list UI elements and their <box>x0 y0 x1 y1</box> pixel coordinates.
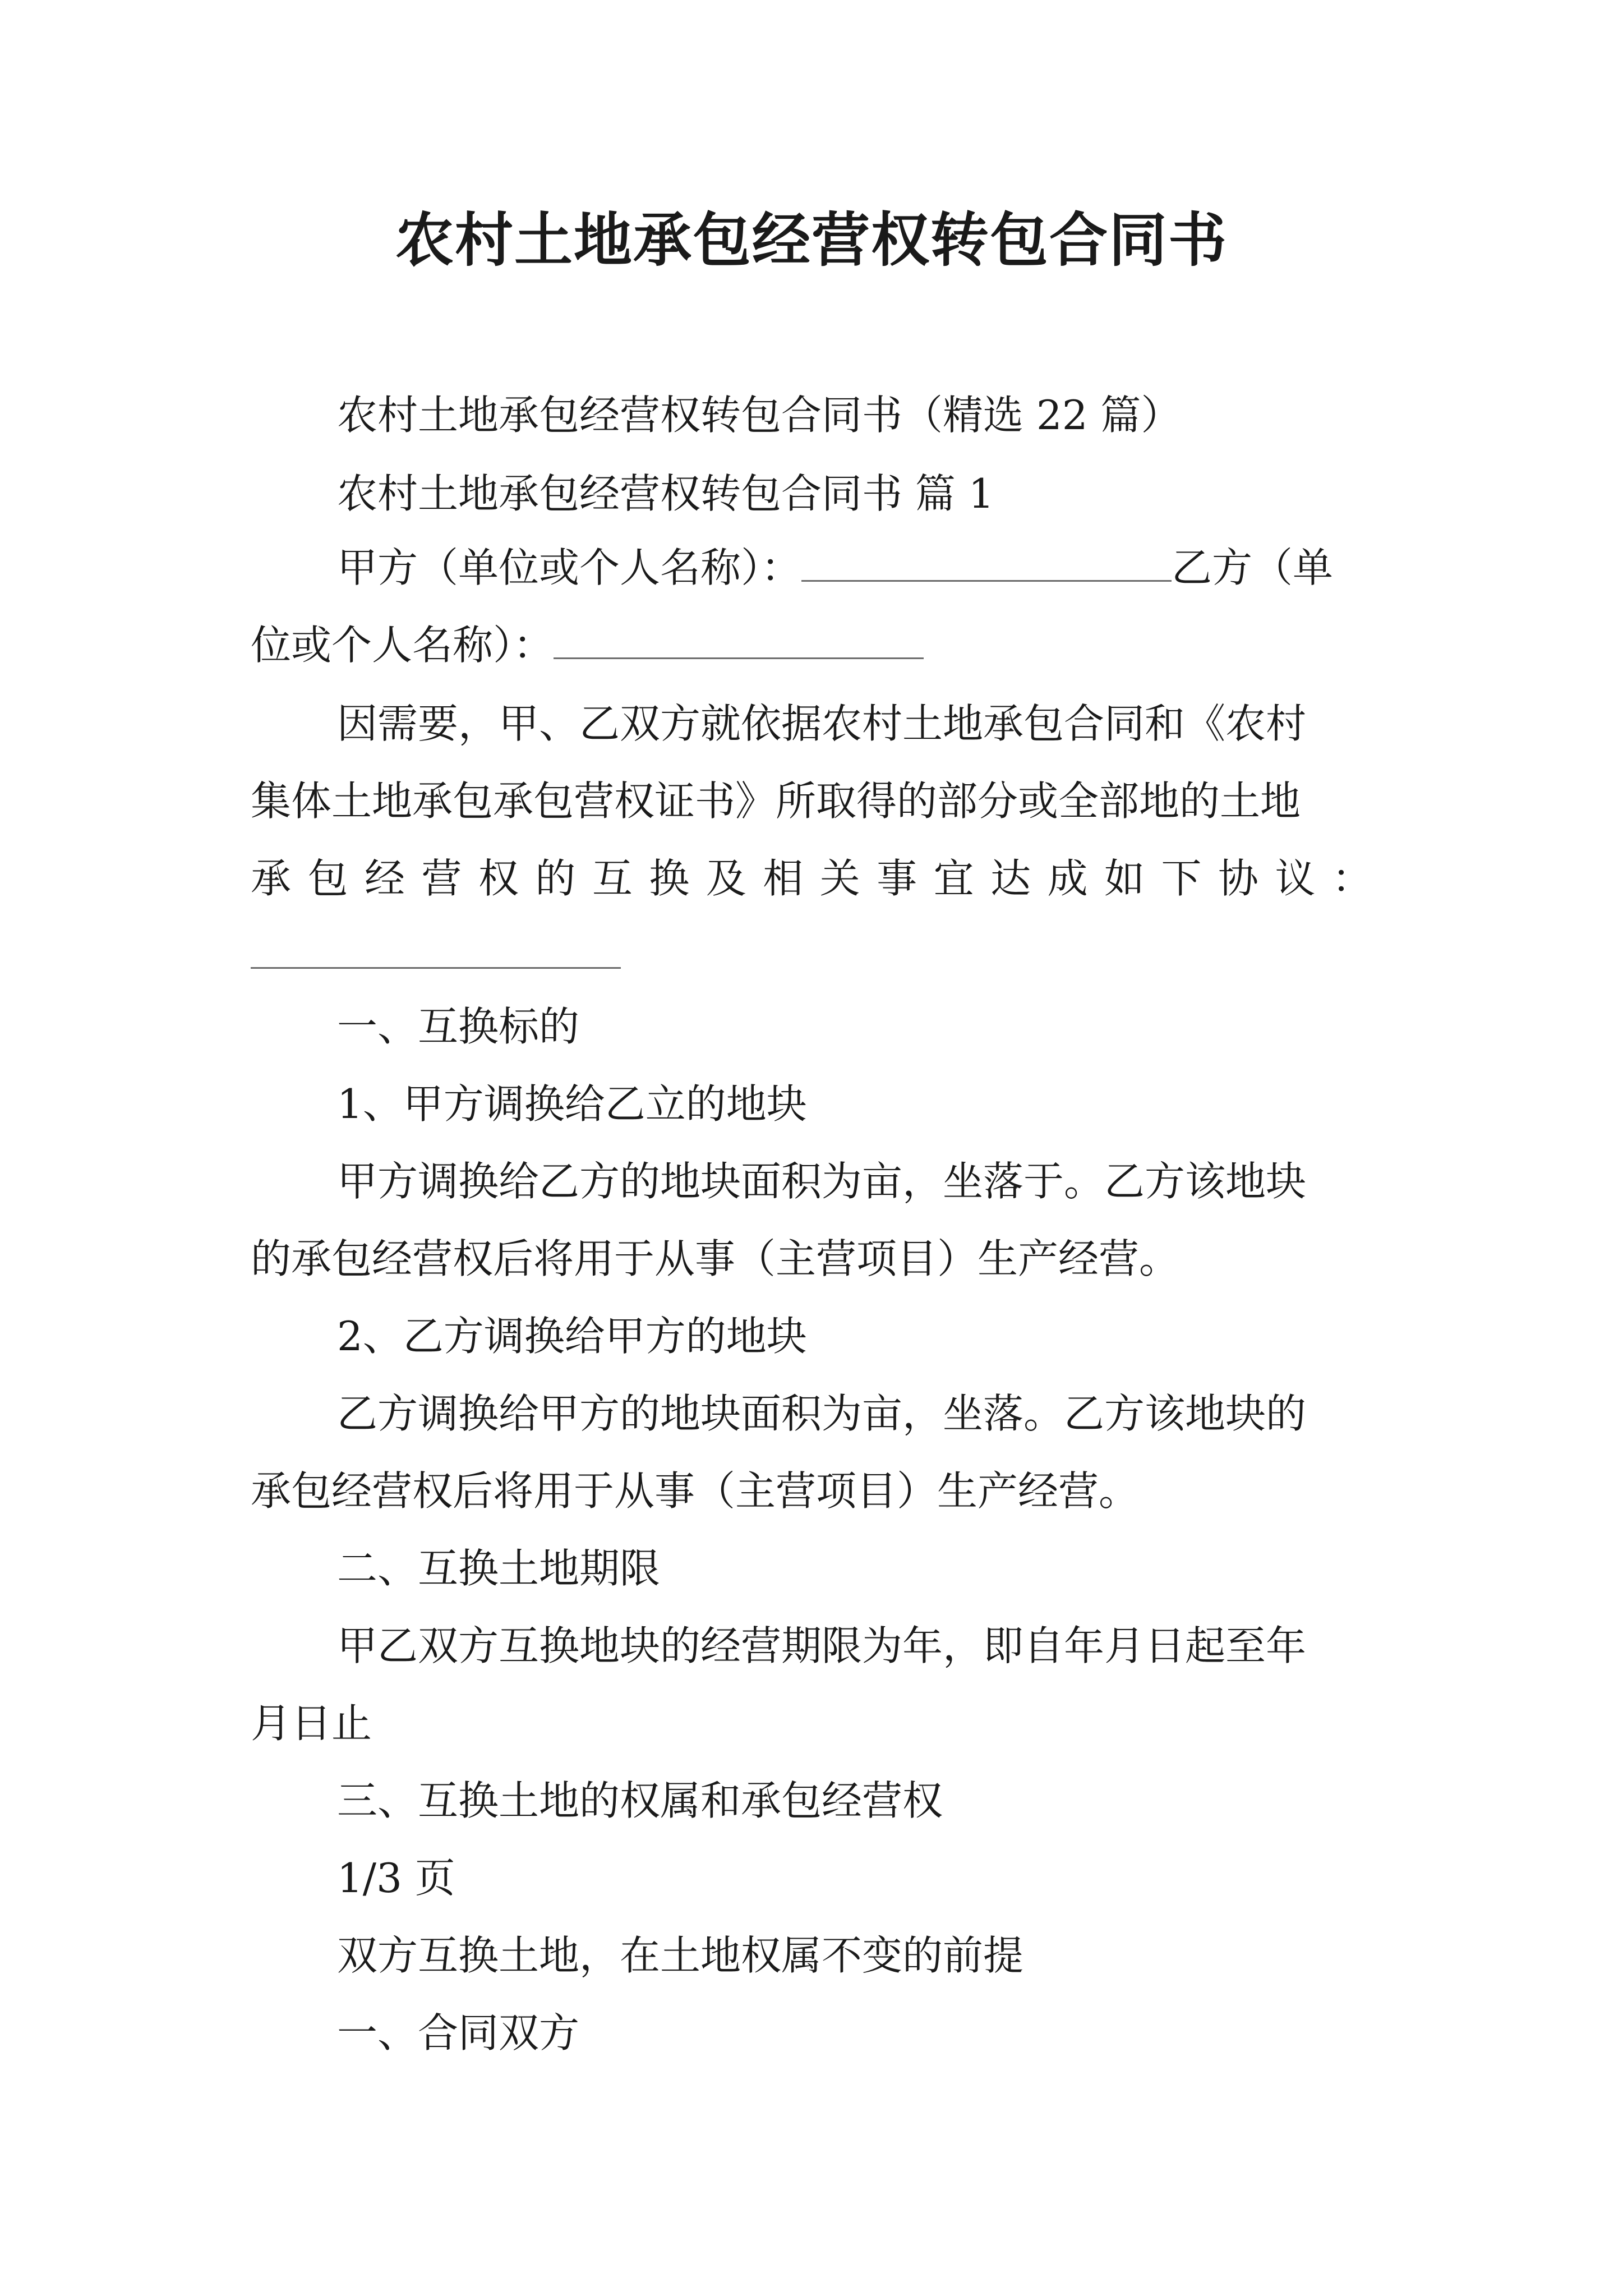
intro-char: 互 <box>592 855 633 902</box>
term-text-2: 月日止 <box>251 1700 372 1747</box>
party-b-label-end: 位或个人名称）： <box>251 622 554 669</box>
item-2-text-1: 乙方调换给甲方的地块面积为亩，坐落。乙方该地块的 <box>337 1390 1307 1437</box>
intro-char: 经 <box>364 855 405 902</box>
intro-line-2: 集体土地承包承包营权证书》所取得的部分或全部地的土地 <box>251 777 1301 825</box>
item-1-text-2: 的承包经营权后将用于从事（主营项目）生产经营。 <box>251 1235 1180 1282</box>
intro-char: 议 <box>1275 855 1316 902</box>
item-1-heading: 1、甲方调换给乙立的地块 <box>337 1080 807 1128</box>
intro-char: 协 <box>1218 855 1258 902</box>
party-line-cont <box>251 617 1372 673</box>
intro-char: 及 <box>706 855 746 902</box>
intro-char: 如 <box>1104 855 1145 902</box>
section-3-heading: 三、互换土地的权属和承包经营权 <box>337 1777 943 1824</box>
document-title: 农村土地承包经营权转包合同书 <box>395 206 1228 274</box>
party-a-label: 甲方（单位或个人名称）： <box>337 544 802 591</box>
intro-char: 下 <box>1161 855 1202 902</box>
intro-char: 换 <box>649 855 690 902</box>
section-1b-heading: 一、合同双方 <box>337 2009 580 2056</box>
intro-line-3 <box>251 850 1372 907</box>
intro-char: 相 <box>763 855 804 902</box>
intro-char: 事 <box>877 855 917 902</box>
intro-char: 的 <box>535 855 576 902</box>
intro-blank <box>251 932 621 969</box>
item-1-text-1: 甲方调换给乙方的地块面积为亩，坐落于。乙方该地块 <box>337 1158 1307 1205</box>
subtitle: 农村土地承包经营权转包合同书（精选 22 篇） <box>337 392 1182 439</box>
intro-line-1: 因需要，甲、乙双方就依据农村土地承包合同和《农村 <box>337 700 1307 747</box>
intro-char: ： <box>1331 855 1372 902</box>
party-b-label-start: 乙方（单 <box>1172 544 1334 591</box>
intro-char: 达 <box>990 855 1031 902</box>
section-2-heading: 二、互换土地期限 <box>337 1545 661 1592</box>
section-1-heading: 一、互换标的 <box>337 1003 580 1050</box>
intro-char: 营 <box>421 855 462 902</box>
part-heading: 农村土地承包经营权转包合同书 篇 1 <box>337 470 994 517</box>
intro-char: 权 <box>478 855 519 902</box>
intro-char: 宜 <box>933 855 974 902</box>
intro-blank-line <box>251 927 1372 983</box>
premise-text: 双方互换土地，在土地权属不变的前提 <box>337 1932 1024 1979</box>
item-2-heading: 2、乙方调换给甲方的地块 <box>337 1313 807 1360</box>
intro-char: 包 <box>307 855 348 902</box>
page-number: 1/3 页 <box>337 1855 455 1902</box>
party-b-blank <box>554 623 924 659</box>
intro-char: 关 <box>819 855 860 902</box>
party-a-blank <box>801 545 1172 582</box>
item-2-text-2: 承包经营权后将用于从事（主营项目）生产经营。 <box>251 1467 1140 1515</box>
intro-char: 承 <box>251 855 292 902</box>
term-text-1: 甲乙双方互换地块的经营期限为年，即自年月日起至年 <box>337 1622 1307 1669</box>
intro-char: 成 <box>1047 855 1088 902</box>
party-line <box>251 540 1372 596</box>
